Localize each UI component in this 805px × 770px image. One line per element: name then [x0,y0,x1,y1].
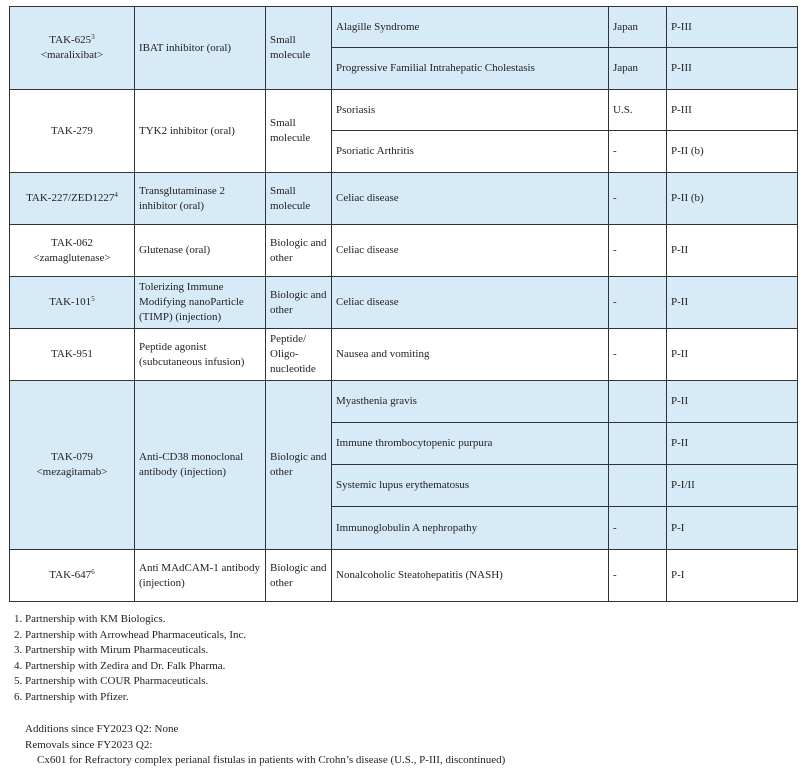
indication-cell: Progressive Familial Intrahepatic Cholestasis [332,48,609,90]
region-cell: - [609,550,667,602]
table-row [10,550,798,602]
compound-code: TAK-227/ZED1227 [26,192,115,204]
modality-cell: Transglutaminase 2 inhibitor (oral) [135,173,266,225]
molecule-type-cell: Biologic and other [266,550,332,602]
indication-cell: Myasthenia gravis [332,381,609,423]
modality-cell: IBAT inhibitor (oral) [135,7,266,90]
footnote: 5. Partnership with COUR Pharmaceuticals. [14,675,209,687]
compound-cell [10,381,135,550]
region-cell: Japan [609,48,667,90]
stage-cell: P-II (b) [667,173,798,225]
compound-cell [10,277,135,329]
indication-cell: Immune thrombocytopenic purpura [332,423,609,465]
compound-code: TAK-062 [51,236,93,249]
stage-cell: P-II [667,329,798,381]
stage-cell: P-II [667,381,798,423]
compound-generic-name: <maralixibat> [40,49,104,61]
stage-cell: P-II [667,277,798,329]
region-cell: - [609,225,667,277]
region-cell: - [609,507,667,550]
compound-cell [10,329,135,381]
indication-cell: Immunoglobulin A nephropathy [332,507,609,550]
table-row [10,173,798,225]
compound-cell [10,550,135,602]
removal-item: Cx601 for Refractory complex perianal fistulas in patients with Crohn’s disease (U.S., P-III, discontinued) [37,754,506,766]
stage-cell: P-III [667,7,798,48]
indication-cell: Nonalcoholic Steatohepatitis (NASH) [332,550,609,602]
footnote-ref: 5 [91,295,95,303]
region-cell [609,423,667,465]
footnote-ref: 4 [114,191,118,199]
compound-code: TAK-279 [51,124,93,137]
table-row [10,90,798,131]
footnote: 1. Partnership with KM Biologics. [14,613,166,625]
indication-cell: Systemic lupus erythematosus [332,465,609,507]
compound-cell [10,225,135,277]
footnote-ref: 6 [91,568,95,576]
modality-cell: Peptide agonist (subcutaneous infusion) [135,329,266,381]
modality-cell: Anti-CD38 monoclonal antibody (injection) [135,381,266,550]
footnote: 4. Partnership with Zedira and Dr. Falk Pharma. [14,659,226,672]
indication-cell: Celiac disease [332,225,609,277]
indication-cell: Celiac disease [332,173,609,225]
footnote: 3. Partnership with Mirum Pharmaceuticals. [14,644,209,656]
indication-cell: Celiac disease [332,277,609,329]
stage-cell: P-III [667,48,798,90]
region-cell: Japan [609,7,667,48]
table-row [10,277,798,329]
footnote: 6. Partnership with Pfizer. [14,690,129,703]
compound-code: TAK-079 [51,451,93,463]
molecule-type-cell: Biologic and other [266,277,332,329]
stage-cell: P-I [667,507,798,550]
stage-cell: P-II (b) [667,131,798,173]
compound-code: TAK-625 [49,34,92,46]
compound-cell [10,7,135,90]
stage-cell: P-I/II [667,465,798,507]
compound-generic-name: <zamaglutenase> [33,251,111,264]
molecule-type-cell: Biologic and other [266,381,332,550]
table-row [10,329,798,381]
region-cell: U.S. [609,90,667,131]
indication-cell: Psoriasis [332,90,609,131]
modality-cell: Tolerizing Immune Modifying nanoParticle (TIMP) (injection) [135,277,266,329]
compound-code: TAK-101 [49,296,92,308]
table-row [10,381,798,423]
compound-cell [10,173,135,225]
modality-cell: TYK2 inhibitor (oral) [135,90,266,173]
molecule-type-cell: Peptide/ Oligo- nucleotide [266,329,332,381]
indication-cell: Nausea and vomiting [332,329,609,381]
stage-cell: P-I [667,550,798,602]
compound-code: TAK-951 [51,348,93,360]
pipeline-table [9,6,798,602]
table-row [10,225,798,277]
region-cell: - [609,131,667,173]
compound-generic-name: <mezagitamab> [36,466,108,478]
additions-note: Additions since FY2023 Q2: None [25,723,179,735]
stage-cell: P-III [667,90,798,131]
footnote-ref: 3 [91,33,95,41]
indication-cell: Psoriatic Arthritis [332,131,609,173]
stage-cell: P-II [667,423,798,465]
region-cell: - [609,173,667,225]
region-cell [609,381,667,423]
pipeline-changes [25,722,505,769]
compound-cell [10,90,135,173]
stage-cell: P-II [667,225,798,277]
molecule-type-cell: Small molecule [266,90,332,173]
compound-code: TAK-647 [49,569,92,581]
footnotes [14,612,246,705]
modality-cell: Anti MAdCAM-1 antibody (injection) [135,550,266,602]
molecule-type-cell: Small molecule [266,7,332,90]
region-cell: - [609,329,667,381]
indication-cell: Alagille Syndrome [332,7,609,48]
molecule-type-cell: Biologic and other [266,225,332,277]
molecule-type-cell: Small molecule [266,173,332,225]
region-cell [609,465,667,507]
removals-label: Removals since FY2023 Q2: [25,738,153,751]
modality-cell: Glutenase (oral) [135,225,266,277]
region-cell: - [609,277,667,329]
footnote: 2. Partnership with Arrowhead Pharmaceuticals, Inc. [14,628,247,641]
table-row [10,7,798,48]
